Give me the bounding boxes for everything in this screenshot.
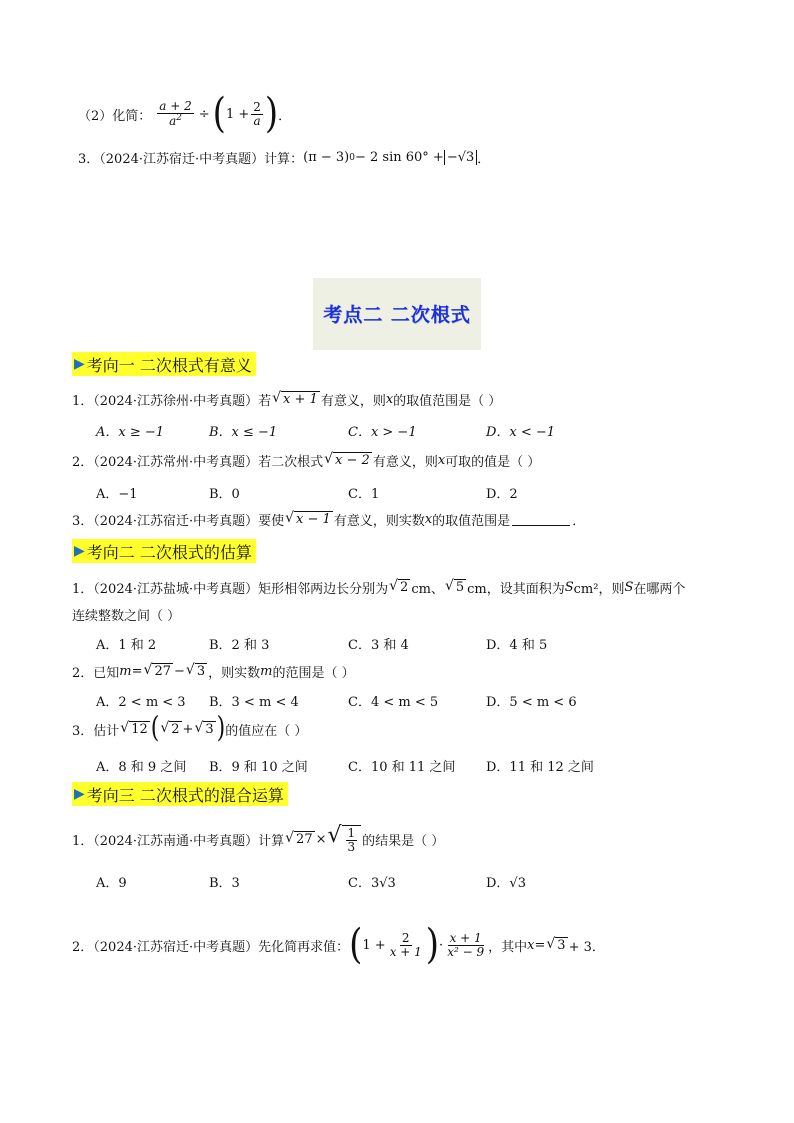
s3-q1-tail: 的结果是（ ） xyxy=(362,833,445,849)
radicand: x + 1 xyxy=(283,392,318,408)
option[interactable]: A．x ≥ −1 xyxy=(96,425,165,440)
s3-q2-mid: ，其中 xyxy=(488,939,528,955)
section-label: 考向一 二次根式有意义 xyxy=(86,355,252,375)
option[interactable]: B．0 xyxy=(209,487,240,502)
option[interactable]: A．8 和 9 之间 xyxy=(96,760,187,775)
fraction xyxy=(445,932,486,958)
s3-q2-tail: + 3． xyxy=(568,939,605,955)
play-triangle-icon: ▶ xyxy=(74,543,85,559)
radicand: x − 2 xyxy=(335,453,370,469)
operator: × xyxy=(315,831,327,847)
option[interactable]: A．−1 xyxy=(96,487,138,502)
option[interactable]: C．10 和 11 之间 xyxy=(348,760,456,775)
s1-q2-suffix: 有意义，则 xyxy=(372,455,438,470)
s3-q2-one: 1 + xyxy=(362,937,386,953)
abs-inner: −√3 xyxy=(446,150,475,165)
option[interactable]: B．2 和 3 xyxy=(209,638,270,653)
option[interactable]: B．9 和 10 之间 xyxy=(209,760,308,775)
exponent-zero: 0 xyxy=(349,152,355,163)
s2-q3: 3．估计 √ 12 ( √ 2 + √ 3 ) 的值应在（ ） xyxy=(72,712,308,745)
operator: = xyxy=(534,937,546,953)
option[interactable]: A．9 xyxy=(96,876,127,891)
numerator: 1 xyxy=(347,826,356,840)
option[interactable]: D．2 xyxy=(486,487,518,502)
unit: cm，设其面积为 xyxy=(467,582,565,597)
top-q3-expr-a: (π − 3) xyxy=(303,150,350,165)
topic-title-box xyxy=(313,278,481,350)
variable: x xyxy=(385,392,394,407)
radicand: 2 xyxy=(171,721,180,737)
top-q2-label: （2）化简： xyxy=(78,108,152,124)
unit: cm、 xyxy=(411,582,444,597)
numerator: 2 xyxy=(401,930,410,945)
s2-q1-text: 连续整数之间（ ） xyxy=(72,609,181,624)
s2-q3-prefix: 3．估计 xyxy=(72,723,120,739)
option[interactable]: D．4 和 5 xyxy=(486,638,548,653)
sqrt: √ 3 xyxy=(546,935,566,953)
option[interactable]: A．1 和 2 xyxy=(96,638,157,653)
absolute-value xyxy=(444,150,477,165)
sqrt: √ x − 1 xyxy=(285,510,331,528)
option[interactable]: C．3 和 4 xyxy=(348,638,409,653)
s1-q3-tail: 的取值范围是 xyxy=(432,514,511,529)
s3-q1-prefix: 1．（2024·江苏南通·中考真题）计算 xyxy=(72,833,285,849)
s1-q1-suffix: 有意义，则 xyxy=(320,394,386,409)
sqrt: √ 2 xyxy=(160,719,180,737)
denominator: 3 xyxy=(347,839,356,854)
s2-q2 xyxy=(72,662,355,681)
option[interactable]: B．3 xyxy=(209,876,240,891)
topic-title: 考点二 二次根式 xyxy=(323,304,471,326)
s2-q1-line1 xyxy=(72,578,685,597)
sqrt: √ 27 xyxy=(285,829,313,847)
radicand: 2 xyxy=(400,580,409,596)
top-q3 xyxy=(78,148,490,167)
option[interactable]: C．4 < m < 5 xyxy=(348,695,439,710)
sqrt: √ 3 xyxy=(185,662,206,680)
sqrt: √ 2 xyxy=(389,578,409,596)
option[interactable]: D．√3 xyxy=(486,876,526,891)
s2-q3-tail: 的值应在（ ） xyxy=(225,723,308,739)
s1-q1-prefix: 1．（2024·江苏徐州·中考真题）若 xyxy=(72,394,272,409)
fraction xyxy=(388,932,424,958)
option[interactable]: C．1 xyxy=(348,487,380,502)
option[interactable]: C．x > −1 xyxy=(348,425,417,440)
sqrt: √ x − 2 xyxy=(324,451,370,469)
operator: + xyxy=(182,721,194,737)
s2-q1-text: 1．（2024·江苏盐城·中考真题）矩形相邻两边长分别为 xyxy=(72,582,389,597)
variable: S xyxy=(624,580,634,595)
unit: cm²，则 xyxy=(573,582,625,597)
denominator: x² − 9 xyxy=(447,944,485,959)
sqrt-fraction: √ $\frac{1}{3}$ xyxy=(328,825,362,853)
s3-q2-prefix: 2．（2024·江苏宿迁·中考真题）先化简再求值： xyxy=(72,939,350,955)
variable: S xyxy=(564,580,574,595)
section-heading-1 xyxy=(72,352,256,376)
option[interactable]: B．3 < m < 4 xyxy=(209,695,299,710)
operator: · xyxy=(439,937,444,953)
option[interactable]: C．3√3 xyxy=(348,876,396,891)
radicand: 3 xyxy=(196,664,206,680)
play-triangle-icon: ▶ xyxy=(74,786,85,802)
top-q3-expr-b: − 2 sin 60° + xyxy=(354,150,444,165)
variable: m xyxy=(119,664,132,679)
option[interactable]: D．11 和 12 之间 xyxy=(486,760,594,775)
operator: − xyxy=(173,664,185,679)
operator: = xyxy=(131,664,143,679)
s1-q2-prefix: 2．（2024·江苏常州·中考真题）若二次根式 xyxy=(72,455,324,470)
radicand: 5 xyxy=(455,580,465,596)
variable: x xyxy=(424,512,433,527)
top-q3-end: ． xyxy=(477,152,491,167)
s1-q1-tail: 的取值范围是（ ） xyxy=(393,394,502,409)
fraction: $\frac{a + 2}{a^2}$ xyxy=(159,99,192,128)
s2-q1-text: 在哪两个 xyxy=(633,582,686,597)
option[interactable]: D．x < −1 xyxy=(486,425,556,440)
section-label: 考向二 二次根式的估算 xyxy=(86,542,252,562)
answer-blank[interactable] xyxy=(512,513,570,526)
option[interactable]: B．x ≤ −1 xyxy=(209,425,278,440)
section-heading-3 xyxy=(72,782,288,806)
s2-q2-mid: ，则实数 xyxy=(208,666,261,681)
top-q3-prefix: 3．（2024·江苏宿迁·中考真题）计算： xyxy=(78,152,304,167)
s3-q1 xyxy=(72,825,444,853)
radicand: 27 xyxy=(296,831,313,847)
s1-q3 xyxy=(72,510,585,529)
section-heading-2 xyxy=(72,539,256,563)
radicand: 3 xyxy=(557,937,566,953)
radicand: 12 xyxy=(131,721,148,737)
option[interactable]: A．2 < m < 3 xyxy=(96,695,186,710)
s2-q2-tail: 的范围是（ ） xyxy=(272,666,355,681)
radicand: 3 xyxy=(205,721,214,737)
variable: x xyxy=(527,937,535,953)
sqrt: √ 27 xyxy=(143,662,171,680)
s1-q2 xyxy=(72,451,540,470)
s1-q2-tail: 可取的值是（ ） xyxy=(445,455,541,470)
play-triangle-icon: ▶ xyxy=(74,356,85,372)
section-label: 考向三 二次根式的混合运算 xyxy=(86,785,284,805)
s3-q2: 2．（2024·江苏宿迁·中考真题）先化简再求值： ( 1 + $\frac{2}{x + 1}$ ) · $\frac{x + 1}{\text{x² − 9}}$ ，其中 x = √ 3 + 3． xyxy=(72,921,605,969)
sqrt: √ 5 xyxy=(444,578,465,596)
s2-q1-line2 xyxy=(72,605,180,624)
denominator: x + 1 xyxy=(389,944,422,959)
option[interactable]: D．5 < m < 6 xyxy=(486,695,577,710)
s1-q3-end: ． xyxy=(572,514,586,529)
radicand: x − 1 xyxy=(296,512,331,528)
variable: x xyxy=(437,453,446,468)
numerator: x + 1 xyxy=(449,930,482,945)
sqrt: √ x + 1 xyxy=(272,390,318,408)
radicand: 27 xyxy=(154,664,171,680)
sqrt: √ 3 xyxy=(194,719,214,737)
top-q2: （2）化简： $\frac{a + 2}{a^2}$ ÷ ( 1 + $\frac{2}{a}$ ) ． xyxy=(78,90,292,138)
s2-q2-prefix: 2．已知 xyxy=(72,666,120,681)
variable: m xyxy=(260,664,273,679)
s1-q1 xyxy=(72,390,501,409)
s1-q3-prefix: 3．（2024·江苏宿迁·中考真题）要使 xyxy=(72,514,285,529)
sqrt: √ 12 xyxy=(120,719,148,737)
s1-q3-suffix: 有意义，则实数 xyxy=(333,514,425,529)
